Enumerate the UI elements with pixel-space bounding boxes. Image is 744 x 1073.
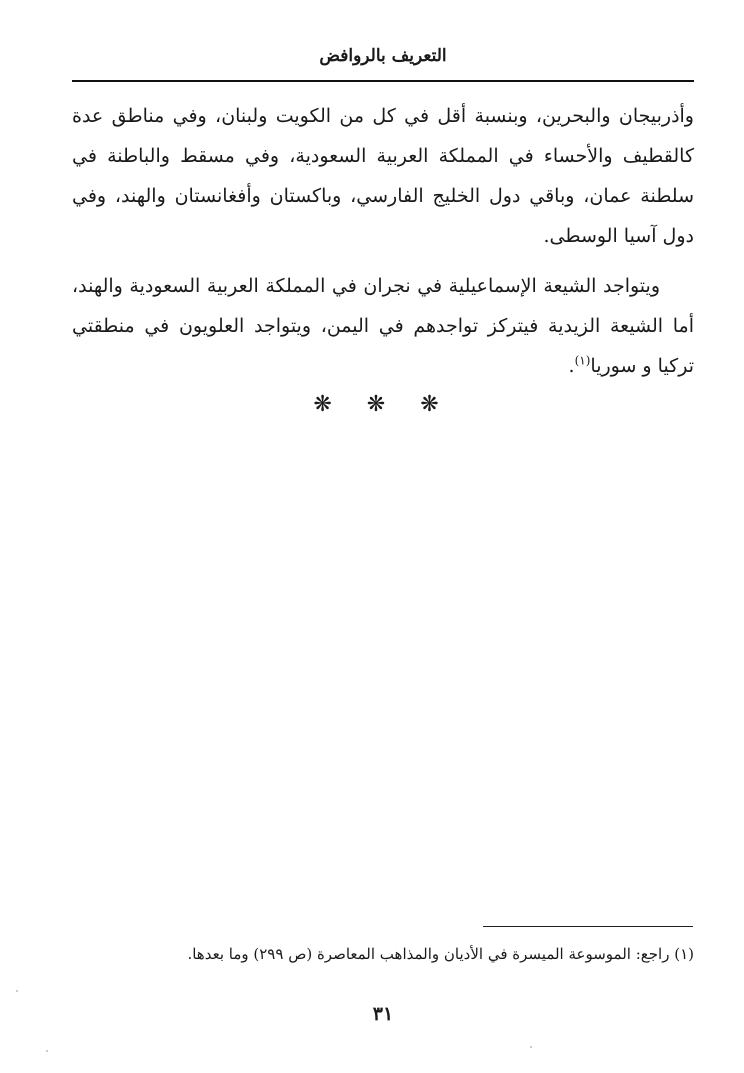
scan-speck (46, 1050, 48, 1052)
scan-speck (16, 990, 18, 992)
paragraph-1: وأذربيجان والبحرين، وبنسبة أقل في كل من الكويت ولبنان، وفي مناطق عدة كالقطيف والأحساء في المملكة العربية السعودية، وفي مسقط والباطنة في سلطنة عمان، وباقي دول الخليج الفارسي، وباكستان وأفغانستان والهند، وفي دول آسيا الوسطى. (72, 105, 694, 247)
page-number: ٣١ (372, 1003, 394, 1025)
header-rule (72, 80, 694, 82)
paragraph-2-text: ويتواجد الشيعة الإسماعيلية في نجران في المملكة العربية السعودية والهند، أما الشيعة الزيدية فيتركز تواجدهم في اليمن، ويتواجد العلويون في منطقتي تركيا و سوريا (72, 275, 694, 377)
footnote-rule (483, 926, 693, 927)
paragraph-2-end: . (568, 355, 575, 377)
paragraph-2 (72, 266, 694, 386)
scan-speck (530, 1046, 532, 1048)
running-header: التعريف بالروافض (319, 46, 447, 66)
section-ornament: ❋ ❋ ❋ (313, 392, 453, 417)
footnote: (١) راجع: الموسوعة الميسرة في الأديان والمذاهب المعاصرة (ص ٢٩٩) وما بعدها. (187, 945, 694, 963)
footnote-reference: (١) (574, 353, 591, 368)
body-text (72, 96, 694, 396)
